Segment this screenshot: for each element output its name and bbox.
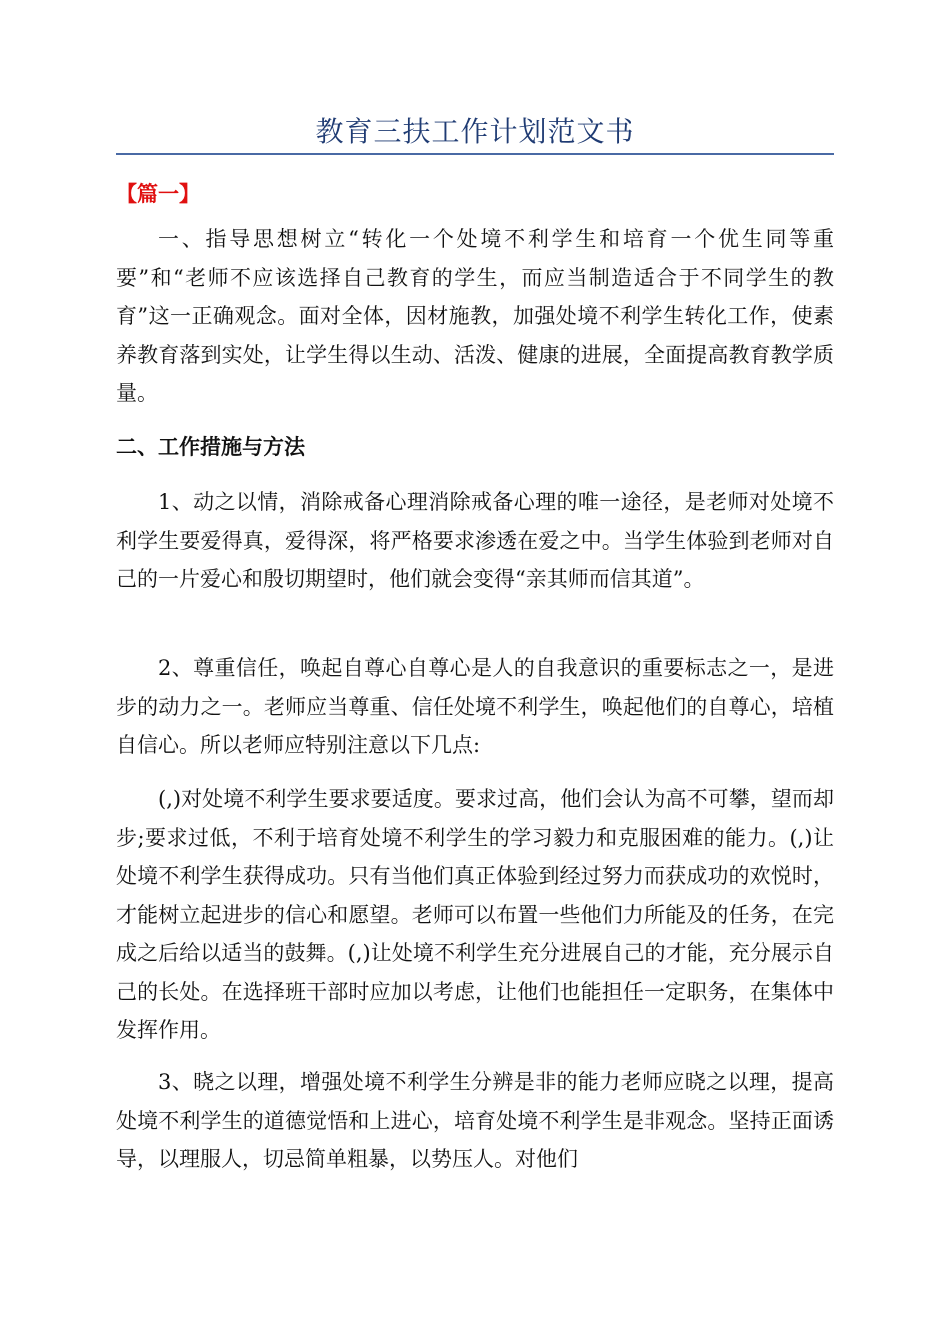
paragraph-measure-2: 2、尊重信任，唤起自尊心自尊心是人的自我意识的重要标志之一，是进步的动力之一。老师应当尊重、信任处境不利学生，唤起他们的自尊心，培植自信心。所以老师应特别注意以下几点: bbox=[116, 656, 834, 757]
section-label: 【篇一】 bbox=[116, 182, 200, 206]
section-heading-measures: 二、工作措施与方法 bbox=[116, 435, 305, 459]
paragraph-measure-3: 3、晓之以理，增强处境不利学生分辨是非的能力老师应晓之以理，提高处境不利学生的道德觉悟和上进心，培育处境不利学生是非观念。坚持正面诱导，以理服人，切忌简单粗暴，以势压人。对他们 bbox=[116, 1070, 834, 1171]
title-underline bbox=[116, 153, 834, 155]
paragraph-measure-1: 1、动之以情，消除戒备心理消除戒备心理的唯一途径，是老师对处境不利学生要爱得真，爱得深，将严格要求渗透在爱之中。当学生体验到老师对自己的一片爱心和殷切期望时，他们就会变得“亲其师而信其道”。 bbox=[116, 490, 834, 591]
document-title: 教育三扶工作计划范文书 bbox=[315, 115, 635, 148]
paragraph-measure-2-details: (,)对处境不利学生要求要适度。要求过高，他们会认为高不可攀，望而却步;要求过低，不利于培育处境不利学生的学习毅力和克服困难的能力。(,)让处境不利学生获得成功。只有当他们真正体验到经过努力而获成功的欢悦时，才能树立起进步的信心和愿望。老师可以布置一些他们力所能及的任务，在完成之后给以适当的鼓舞。(,)让处境不利学生充分进展自己的才能，充分展示自己的长处。在选择班干部时应加以考虑，让他们也能担任一定职务，在集体中发挥作用。 bbox=[116, 787, 834, 1042]
paragraph-guiding-ideology: 一、指导思想树立“转化一个处境不利学生和培育一个优生同等重要”和“老师不应该选择自己教育的学生，而应当制造适合于不同学生的教育”这一正确观念。面对全体，因材施教，加强处境不利学生转化工作，使素养教育落到实处，让学生得以生动、活泼、健康的进展，全面提高教育教学质量。 bbox=[116, 227, 834, 405]
